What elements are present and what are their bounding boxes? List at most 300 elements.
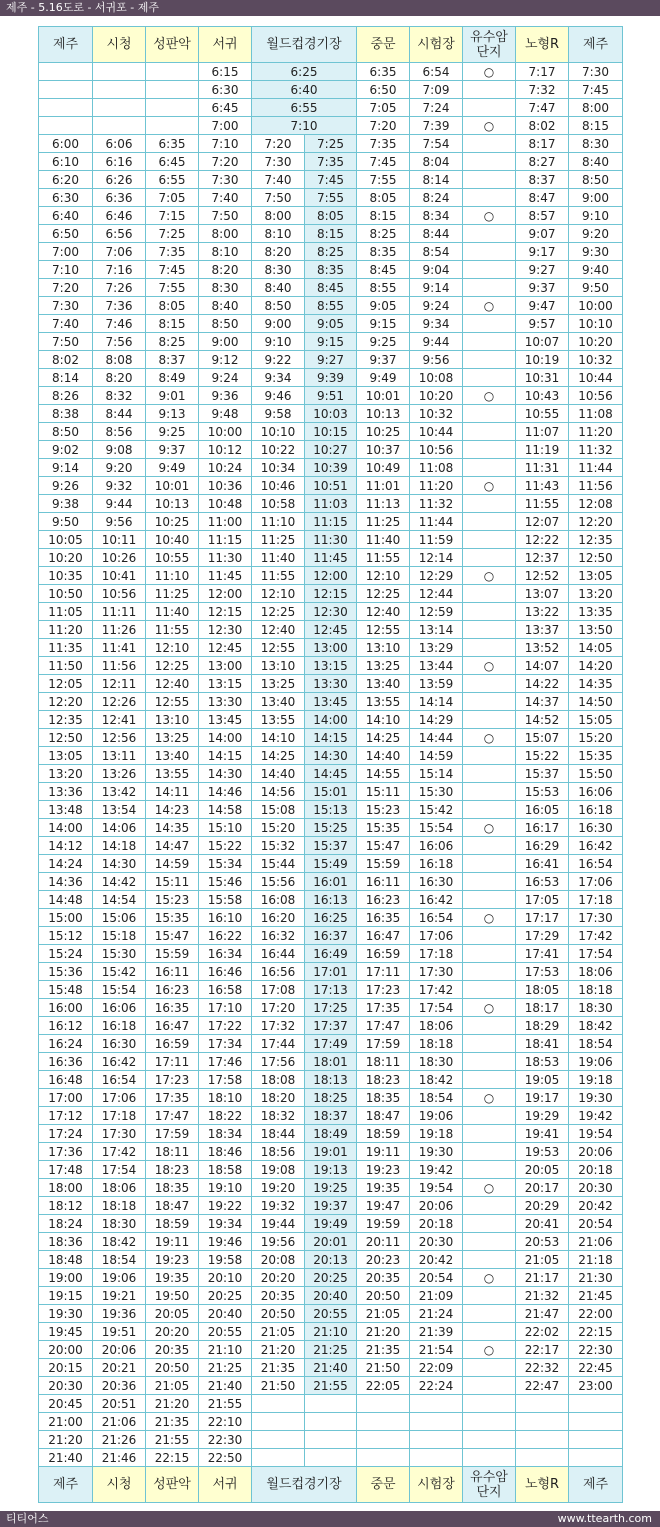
time-cell	[252, 1395, 305, 1413]
time-cell: 6:10	[39, 153, 93, 171]
time-cell: 19:32	[252, 1197, 305, 1215]
time-cell: 12:56	[93, 729, 146, 747]
time-cell: 6:25	[252, 63, 357, 81]
time-cell: 16:05	[516, 801, 569, 819]
time-cell: 11:55	[357, 549, 410, 567]
time-cell: 20:01	[305, 1233, 357, 1251]
time-cell: 15:34	[199, 855, 252, 873]
time-cell: 7:40	[199, 189, 252, 207]
time-cell: 17:54	[93, 1161, 146, 1179]
time-cell: 7:32	[516, 81, 569, 99]
time-cell: 14:45	[305, 765, 357, 783]
table-row	[39, 981, 623, 999]
time-cell: 8:50	[199, 315, 252, 333]
time-cell: 13:05	[39, 747, 93, 765]
stop-marker-cell	[463, 171, 516, 189]
stop-marker-cell	[463, 1431, 516, 1449]
time-cell: 7:55	[357, 171, 410, 189]
time-cell: 10:44	[410, 423, 463, 441]
time-cell: 21:47	[516, 1305, 569, 1323]
time-cell: 12:20	[39, 693, 93, 711]
header-column-2: 성판악	[146, 27, 199, 63]
stop-marker-cell	[463, 1305, 516, 1323]
time-cell: 8:04	[410, 153, 463, 171]
time-cell: 7:30	[199, 171, 252, 189]
time-cell: 14:50	[569, 693, 623, 711]
time-cell: 21:35	[357, 1341, 410, 1359]
time-cell: 11:55	[146, 621, 199, 639]
time-cell: 7:20	[39, 279, 93, 297]
time-cell: 19:41	[516, 1125, 569, 1143]
time-cell: 11:00	[199, 513, 252, 531]
stop-marker-cell: ○	[463, 909, 516, 927]
time-cell: 11:40	[357, 531, 410, 549]
stop-marker-cell	[463, 1071, 516, 1089]
time-cell: 13:30	[199, 693, 252, 711]
time-cell: 8:15	[146, 315, 199, 333]
table-row	[39, 1431, 623, 1449]
time-cell: 18:08	[252, 1071, 305, 1089]
time-cell: 7:35	[357, 135, 410, 153]
time-cell: 6:36	[93, 189, 146, 207]
time-cell: 10:12	[199, 441, 252, 459]
time-cell: 7:24	[410, 99, 463, 117]
time-cell: 9:58	[252, 405, 305, 423]
time-cell: 15:25	[305, 819, 357, 837]
time-cell: 8:05	[357, 189, 410, 207]
time-cell: 6:45	[146, 153, 199, 171]
time-cell: 10:10	[252, 423, 305, 441]
footer-column-7: 유수암 단지	[463, 1467, 516, 1503]
time-cell: 6:35	[357, 63, 410, 81]
table-row	[39, 297, 623, 315]
table-row	[39, 873, 623, 891]
header-column-8: 노형R	[516, 27, 569, 63]
table-row	[39, 639, 623, 657]
footer-column-4: 월드컵경기장	[252, 1467, 357, 1503]
time-cell: 7:05	[357, 99, 410, 117]
time-cell: 16:30	[569, 819, 623, 837]
time-cell: 20:35	[146, 1341, 199, 1359]
time-cell: 12:35	[39, 711, 93, 729]
stop-marker-cell	[463, 891, 516, 909]
table-row	[39, 1179, 623, 1197]
time-cell: 18:47	[357, 1107, 410, 1125]
time-cell: 22:30	[569, 1341, 623, 1359]
time-cell: 15:30	[93, 945, 146, 963]
time-cell: 18:35	[146, 1179, 199, 1197]
time-cell: 16:30	[93, 1035, 146, 1053]
time-cell: 20:20	[146, 1323, 199, 1341]
time-cell: 7:45	[357, 153, 410, 171]
time-cell: 10:36	[199, 477, 252, 495]
table-row	[39, 405, 623, 423]
time-cell: 19:35	[146, 1269, 199, 1287]
time-cell: 19:20	[252, 1179, 305, 1197]
time-cell: 11:30	[199, 549, 252, 567]
time-cell: 16:22	[199, 927, 252, 945]
time-cell: 17:23	[146, 1071, 199, 1089]
stop-marker-cell	[463, 243, 516, 261]
time-cell: 18:22	[199, 1107, 252, 1125]
time-cell: 11:45	[199, 567, 252, 585]
time-cell: 15:49	[305, 855, 357, 873]
time-cell: 8:15	[305, 225, 357, 243]
time-cell: 20:40	[199, 1305, 252, 1323]
time-cell: 22:02	[516, 1323, 569, 1341]
table-row	[39, 1305, 623, 1323]
time-cell: 15:44	[252, 855, 305, 873]
time-cell: 7:40	[252, 171, 305, 189]
time-cell: 21:50	[252, 1377, 305, 1395]
time-cell: 9:50	[569, 279, 623, 297]
table-row	[39, 1359, 623, 1377]
time-cell: 11:08	[569, 405, 623, 423]
time-cell	[357, 1413, 410, 1431]
time-cell: 9:15	[305, 333, 357, 351]
time-cell	[357, 1431, 410, 1449]
time-cell: 8:55	[357, 279, 410, 297]
time-cell: 18:13	[305, 1071, 357, 1089]
time-cell: 10:46	[252, 477, 305, 495]
time-cell: 20:05	[146, 1305, 199, 1323]
time-cell: 21:20	[252, 1341, 305, 1359]
stop-marker-cell	[463, 693, 516, 711]
time-cell: 8:00	[199, 225, 252, 243]
time-cell: 6:55	[146, 171, 199, 189]
time-cell: 8:30	[252, 261, 305, 279]
time-cell: 17:54	[569, 945, 623, 963]
timetable-body	[39, 63, 623, 1467]
time-cell: 22:50	[199, 1449, 252, 1467]
table-row	[39, 477, 623, 495]
time-cell: 12:40	[146, 675, 199, 693]
time-cell: 9:20	[569, 225, 623, 243]
table-row	[39, 999, 623, 1017]
time-cell: 12:30	[199, 621, 252, 639]
time-cell: 17:35	[357, 999, 410, 1017]
table-row	[39, 171, 623, 189]
time-cell: 14:30	[199, 765, 252, 783]
time-cell: 9:40	[569, 261, 623, 279]
stop-marker-cell	[463, 1053, 516, 1071]
time-cell: 9:49	[357, 369, 410, 387]
time-cell: 17:11	[146, 1053, 199, 1071]
time-cell: 16:53	[516, 873, 569, 891]
table-row	[39, 1161, 623, 1179]
time-cell: 10:03	[305, 405, 357, 423]
time-cell: 15:47	[146, 927, 199, 945]
table-row	[39, 837, 623, 855]
time-cell: 19:08	[252, 1161, 305, 1179]
time-cell: 21:05	[516, 1251, 569, 1269]
stop-marker-cell	[463, 441, 516, 459]
time-cell: 17:48	[39, 1161, 93, 1179]
time-cell	[516, 1431, 569, 1449]
time-cell: 16:44	[252, 945, 305, 963]
time-cell: 12:15	[305, 585, 357, 603]
stop-marker-cell: ○	[463, 207, 516, 225]
time-cell	[252, 1431, 305, 1449]
header-column-3: 서귀	[199, 27, 252, 63]
time-cell: 8:35	[357, 243, 410, 261]
time-cell: 20:05	[516, 1161, 569, 1179]
time-cell: 21:20	[39, 1431, 93, 1449]
table-row	[39, 243, 623, 261]
stop-marker-cell	[463, 261, 516, 279]
time-cell: 16:18	[569, 801, 623, 819]
time-cell: 12:10	[357, 567, 410, 585]
time-cell: 14:14	[410, 693, 463, 711]
time-cell: 9:56	[410, 351, 463, 369]
table-row	[39, 207, 623, 225]
time-cell: 17:18	[569, 891, 623, 909]
time-cell: 12:45	[305, 621, 357, 639]
time-cell: 15:50	[569, 765, 623, 783]
time-cell: 15:24	[39, 945, 93, 963]
time-cell: 9:00	[569, 189, 623, 207]
stop-marker-cell	[463, 603, 516, 621]
time-cell: 13:14	[410, 621, 463, 639]
time-cell: 11:55	[516, 495, 569, 513]
time-cell: 8:24	[410, 189, 463, 207]
time-cell: 8:30	[569, 135, 623, 153]
time-cell: 19:06	[410, 1107, 463, 1125]
stop-marker-cell	[463, 927, 516, 945]
time-cell: 7:47	[516, 99, 569, 117]
time-cell: 11:07	[516, 423, 569, 441]
table-row	[39, 1323, 623, 1341]
time-cell: 17:22	[199, 1017, 252, 1035]
table-row	[39, 189, 623, 207]
table-row	[39, 1395, 623, 1413]
time-cell: 20:17	[516, 1179, 569, 1197]
time-cell: 18:37	[305, 1107, 357, 1125]
time-cell: 10:01	[357, 387, 410, 405]
time-cell: 7:17	[516, 63, 569, 81]
table-row	[39, 1125, 623, 1143]
time-cell: 7:54	[410, 135, 463, 153]
time-cell: 7:36	[93, 297, 146, 315]
stop-marker-cell	[463, 1143, 516, 1161]
time-cell: 10:07	[516, 333, 569, 351]
time-cell: 19:42	[569, 1107, 623, 1125]
table-row	[39, 441, 623, 459]
table-row	[39, 225, 623, 243]
time-cell: 13:11	[93, 747, 146, 765]
time-cell: 19:13	[305, 1161, 357, 1179]
time-cell: 10:11	[93, 531, 146, 549]
time-cell: 7:00	[199, 117, 252, 135]
time-cell: 13:00	[305, 639, 357, 657]
time-cell: 8:44	[93, 405, 146, 423]
time-cell: 17:32	[252, 1017, 305, 1035]
time-cell: 9:32	[93, 477, 146, 495]
time-cell: 9:27	[305, 351, 357, 369]
time-cell: 12:29	[410, 567, 463, 585]
stop-marker-cell: ○	[463, 1269, 516, 1287]
time-cell: 10:58	[252, 495, 305, 513]
table-row	[39, 1215, 623, 1233]
time-cell: 9:08	[93, 441, 146, 459]
time-cell: 8:50	[39, 423, 93, 441]
header-column-5: 중문	[357, 27, 410, 63]
time-cell: 21:26	[93, 1431, 146, 1449]
time-cell: 18:30	[410, 1053, 463, 1071]
table-row	[39, 387, 623, 405]
time-cell: 8:37	[516, 171, 569, 189]
stop-marker-cell	[463, 1107, 516, 1125]
time-cell: 9:07	[516, 225, 569, 243]
time-cell: 22:15	[569, 1323, 623, 1341]
time-cell: 11:44	[410, 513, 463, 531]
time-cell: 7:30	[39, 297, 93, 315]
time-cell: 17:42	[569, 927, 623, 945]
time-cell: 16:48	[39, 1071, 93, 1089]
time-cell: 18:18	[93, 1197, 146, 1215]
time-cell	[252, 1449, 305, 1467]
time-cell: 16:42	[569, 837, 623, 855]
time-cell: 7:10	[199, 135, 252, 153]
time-cell: 8:00	[569, 99, 623, 117]
time-cell: 15:20	[569, 729, 623, 747]
stop-marker-cell: ○	[463, 1089, 516, 1107]
time-cell: 20:50	[252, 1305, 305, 1323]
stop-marker-cell	[463, 351, 516, 369]
stop-marker-cell	[463, 855, 516, 873]
time-cell: 21:05	[357, 1305, 410, 1323]
time-cell: 16:17	[516, 819, 569, 837]
table-row	[39, 351, 623, 369]
time-cell: 7:30	[252, 153, 305, 171]
time-cell	[93, 63, 146, 81]
time-cell: 15:06	[93, 909, 146, 927]
time-cell	[305, 1395, 357, 1413]
time-cell: 20:20	[252, 1269, 305, 1287]
time-cell: 15:11	[357, 783, 410, 801]
time-cell: 14:47	[146, 837, 199, 855]
time-cell: 7:35	[146, 243, 199, 261]
table-row	[39, 963, 623, 981]
time-cell: 20:30	[39, 1377, 93, 1395]
time-cell: 15:42	[410, 801, 463, 819]
time-cell: 10:00	[199, 423, 252, 441]
time-cell: 8:30	[199, 279, 252, 297]
time-cell: 16:35	[357, 909, 410, 927]
time-cell: 7:10	[39, 261, 93, 279]
time-cell: 6:30	[199, 81, 252, 99]
time-cell: 21:25	[305, 1341, 357, 1359]
time-cell: 18:54	[569, 1035, 623, 1053]
time-cell: 9:44	[93, 495, 146, 513]
time-cell: 15:13	[305, 801, 357, 819]
stop-marker-cell	[463, 1215, 516, 1233]
time-cell	[569, 1395, 623, 1413]
time-cell: 8:10	[199, 243, 252, 261]
stop-marker-cell	[463, 495, 516, 513]
time-cell: 14:06	[93, 819, 146, 837]
time-cell: 20:11	[357, 1233, 410, 1251]
time-cell: 13:55	[357, 693, 410, 711]
time-cell: 7:46	[93, 315, 146, 333]
time-cell: 11:11	[93, 603, 146, 621]
time-cell: 19:59	[357, 1215, 410, 1233]
time-cell: 11:32	[410, 495, 463, 513]
time-cell: 17:58	[199, 1071, 252, 1089]
stop-marker-cell	[463, 1449, 516, 1467]
table-row	[39, 63, 623, 81]
table-row	[39, 945, 623, 963]
footer-column-3: 서귀	[199, 1467, 252, 1503]
time-cell: 9:17	[516, 243, 569, 261]
time-cell: 20:45	[39, 1395, 93, 1413]
time-cell: 19:06	[93, 1269, 146, 1287]
table-row	[39, 531, 623, 549]
time-cell: 17:30	[569, 909, 623, 927]
time-cell: 19:34	[199, 1215, 252, 1233]
time-cell: 11:03	[305, 495, 357, 513]
time-cell	[357, 1449, 410, 1467]
time-cell: 16:35	[146, 999, 199, 1017]
stop-marker-cell	[463, 135, 516, 153]
time-cell: 16:59	[357, 945, 410, 963]
time-cell: 9:46	[252, 387, 305, 405]
time-cell: 17:44	[252, 1035, 305, 1053]
time-cell: 17:36	[39, 1143, 93, 1161]
time-cell: 19:56	[252, 1233, 305, 1251]
time-cell: 10:13	[357, 405, 410, 423]
time-cell: 8:35	[305, 261, 357, 279]
time-cell: 7:25	[146, 225, 199, 243]
time-cell: 12:25	[146, 657, 199, 675]
time-cell: 8:37	[146, 351, 199, 369]
time-cell: 13:20	[39, 765, 93, 783]
time-cell: 12:50	[569, 549, 623, 567]
time-cell: 19:00	[39, 1269, 93, 1287]
time-cell: 17:30	[410, 963, 463, 981]
time-cell: 12:15	[199, 603, 252, 621]
time-cell: 17:18	[410, 945, 463, 963]
time-cell: 19:58	[199, 1251, 252, 1269]
footer-column-0: 제주	[39, 1467, 93, 1503]
table-row	[39, 1377, 623, 1395]
time-cell: 10:32	[410, 405, 463, 423]
time-cell: 6:00	[39, 135, 93, 153]
time-cell: 10:08	[410, 369, 463, 387]
top-title-bar	[0, 0, 660, 16]
time-cell: 12:00	[199, 585, 252, 603]
time-cell: 21:35	[252, 1359, 305, 1377]
time-cell: 17:34	[199, 1035, 252, 1053]
time-cell: 21:30	[569, 1269, 623, 1287]
footer-column-8: 노형R	[516, 1467, 569, 1503]
time-cell	[569, 1413, 623, 1431]
time-cell: 9:49	[146, 459, 199, 477]
time-cell: 15:37	[305, 837, 357, 855]
time-cell: 15:48	[39, 981, 93, 999]
time-cell: 9:01	[146, 387, 199, 405]
time-cell: 10:41	[93, 567, 146, 585]
time-cell: 19:10	[199, 1179, 252, 1197]
time-cell: 14:15	[199, 747, 252, 765]
stop-marker-cell	[463, 405, 516, 423]
time-cell: 14:00	[199, 729, 252, 747]
time-cell: 12:35	[569, 531, 623, 549]
time-cell: 18:53	[516, 1053, 569, 1071]
time-cell: 18:54	[410, 1089, 463, 1107]
time-cell: 8:55	[305, 297, 357, 315]
time-cell: 9:44	[410, 333, 463, 351]
